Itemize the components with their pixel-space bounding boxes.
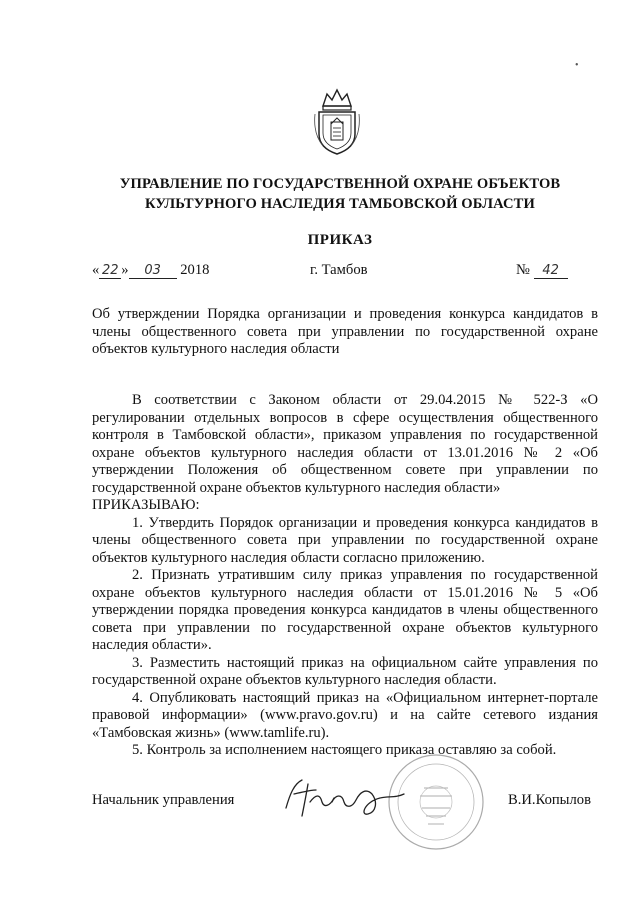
number-value: 42 bbox=[534, 263, 568, 279]
order-city: г. Тамбов bbox=[310, 262, 368, 278]
coat-of-arms-emblem bbox=[313, 84, 361, 156]
order-item: 3. Разместить настоящий приказ на официальном сайте управления по государственной охране объектов культурного наследия области. bbox=[92, 654, 598, 688]
order-number bbox=[516, 262, 568, 279]
order-item: 4. Опубликовать настоящий приказ на «Официальном интернет-портале правовой информации» (www.pravo.gov.ru) и на сайте сетевого издания «Тамбовская жизнь» (www.tamlife.ru). bbox=[92, 689, 598, 741]
order-title: ПРИКАЗ bbox=[307, 232, 373, 248]
order-date bbox=[92, 262, 209, 279]
signatory-name: В.И.Копылов bbox=[508, 792, 591, 808]
stray-mark: • bbox=[575, 60, 579, 71]
order-subject: Об утверждении Порядка организации и проведения конкурса кандидатов в члены общественного совета при управлении по государственной охране объектов культурного наследия области bbox=[92, 306, 598, 357]
date-day: 22 bbox=[99, 263, 121, 279]
order-body bbox=[92, 392, 598, 760]
date-year: 2018 bbox=[180, 262, 210, 278]
number-prefix: № bbox=[516, 262, 530, 278]
order-word: ПРИКАЗЫВАЮ: bbox=[92, 497, 200, 513]
header-line-2: КУЛЬТУРНОГО НАСЛЕДИЯ ТАМБОВСКОЙ ОБЛАСТИ bbox=[145, 196, 535, 212]
date-open-quote: « bbox=[92, 262, 100, 278]
handwritten-signature bbox=[280, 772, 410, 822]
date-month: 03 bbox=[129, 263, 177, 279]
order-item: 5. Контроль за исполнением настоящего приказа оставляю за собой. bbox=[132, 742, 557, 758]
order-item: 1. Утвердить Порядок организации и проведения конкурса кандидатов в члены общественного совета при управлении по государственной охране объектов культурного наследия области согласно приложению. bbox=[92, 514, 598, 566]
preamble-paragraph: В соответствии с Законом области от 29.04.2015 № 522-З «О регулировании отдельных вопросов в сфере осуществления общественного контроля в Тамбовской области», приказом управления по государственной охране объектов культурного наследия области от 13.01.2016 № 2 «Об утверждении Положения об общественном совете при управлении по государственной охране объектов культурного наследия области» bbox=[92, 392, 598, 496]
order-item: 2. Признать утратившим силу приказ управления по государственной охране объектов культурного наследия области от 15.01.2016 № 5 «Об утверждении порядка проведения конкурса кандидатов в члены общественного совета при управлении по государственной охране объектов культурного наследия области». bbox=[92, 567, 598, 653]
header-line-1: УПРАВЛЕНИЕ ПО ГОСУДАРСТВЕННОЙ ОХРАНЕ ОБЪЕКТОВ bbox=[119, 176, 561, 192]
agency-header bbox=[60, 174, 620, 214]
date-close-quote: » bbox=[121, 262, 129, 278]
signatory-title: Начальник управления bbox=[92, 792, 235, 808]
